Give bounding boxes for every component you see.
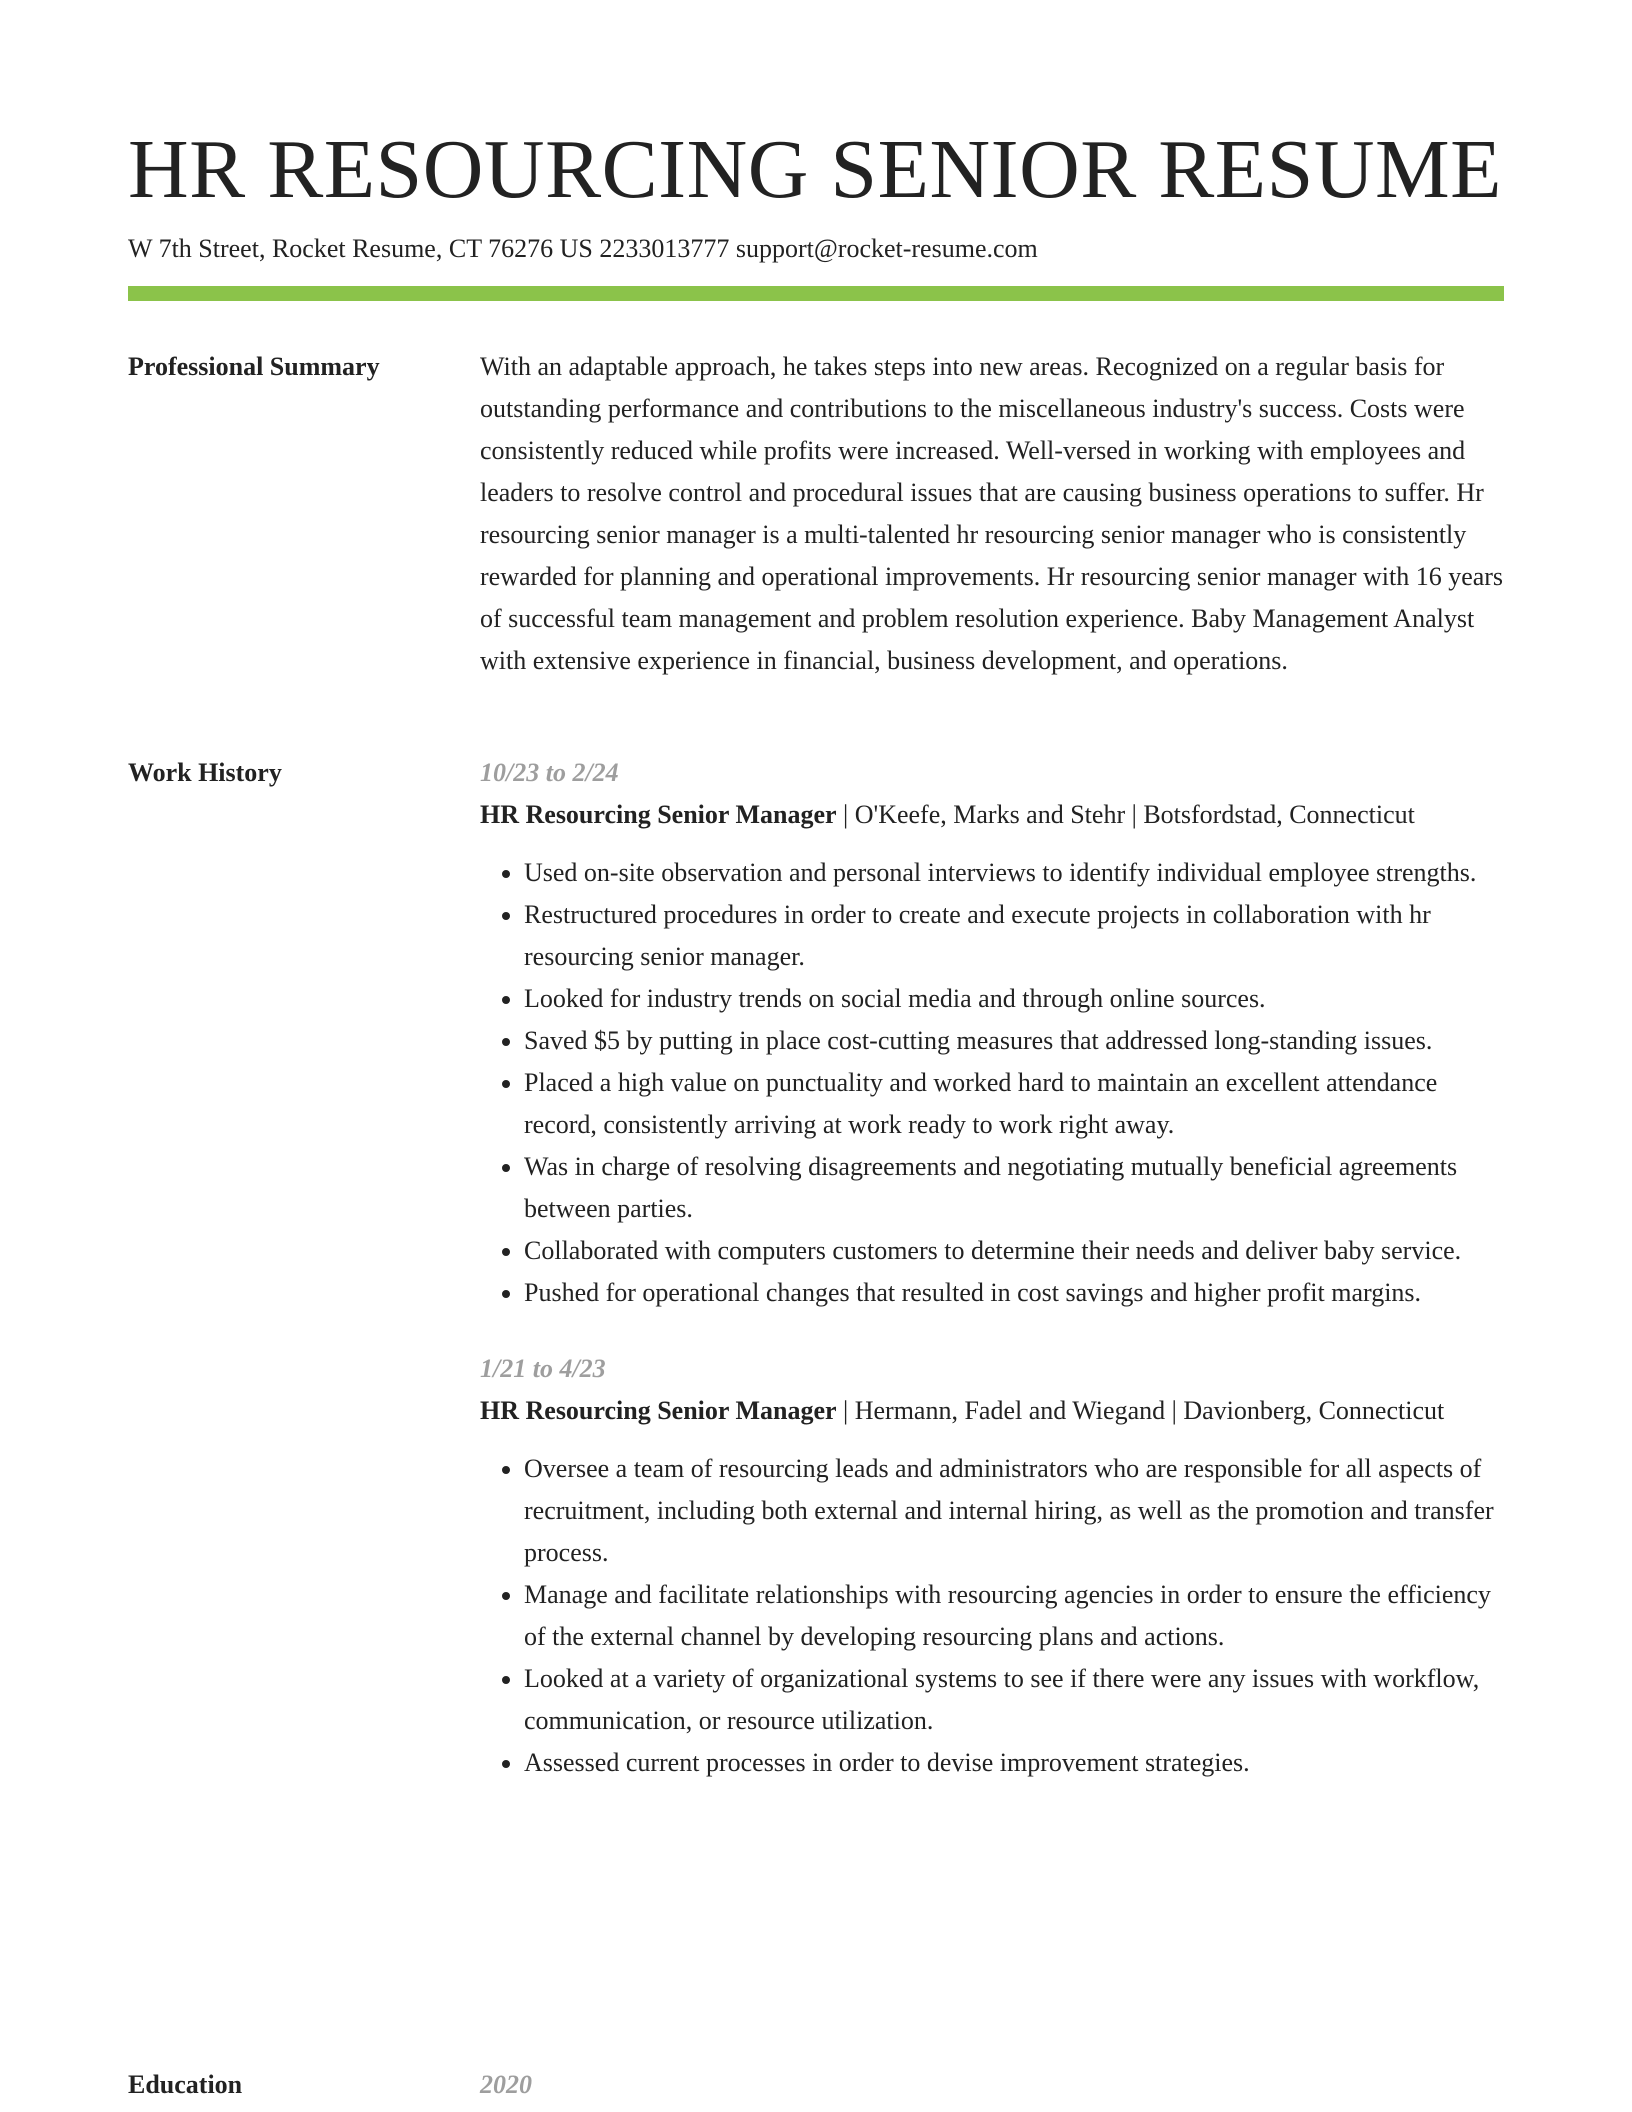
job-bullet-list <box>480 1448 1504 1784</box>
contact-line: W 7th Street, Rocket Resume, CT 76276 US 2233013777 support@rocket-resume.com <box>128 234 1038 263</box>
education-heading: Education <box>128 2070 243 2099</box>
job-bullet-list <box>480 852 1504 1314</box>
work-history-heading: Work History <box>128 758 282 787</box>
job-dates: 1/21 to 4/23 <box>480 1354 606 1383</box>
job-bullet: • Assessed current processes in order to devise improvement strategies. <box>524 1742 1504 1784</box>
work-history-body <box>480 752 1504 1784</box>
job-entry <box>480 752 1504 1314</box>
job-bullet: • Manage and facilitate relationships with resourcing agencies in order to ensure the efficiency of the external channel by developing resourcing plans and actions. <box>524 1574 1504 1658</box>
header-divider <box>128 286 1504 301</box>
job-bullet: • Looked at a variety of organizational systems to see if there were any issues with workflow, communication, or resource utilization. <box>524 1658 1504 1742</box>
summary-body <box>480 346 1504 682</box>
resume-title: HR RESOURCING SENIOR RESUME <box>128 123 1502 216</box>
job-heading <box>480 1390 1504 1432</box>
job-title: HR Resourcing Senior Manager <box>480 1396 837 1425</box>
job-employer-location: | O'Keefe, Marks and Stehr | Botsfordstad, Connecticut <box>836 800 1415 829</box>
job-dates: 10/23 to 2/24 <box>480 758 619 787</box>
job-bullet: • Collaborated with computers customers to determine their needs and deliver baby service. <box>524 1230 1504 1272</box>
job-bullet: • Saved $5 by putting in place cost-cutting measures that addressed long-standing issues. <box>524 1020 1504 1062</box>
job-bullet: • Restructured procedures in order to create and execute projects in collaboration with hr resourcing senior manager. <box>524 894 1504 978</box>
job-bullet: • Was in charge of resolving disagreements and negotiating mutually beneficial agreements between parties. <box>524 1146 1504 1230</box>
job-employer-location: | Hermann, Fadel and Wiegand | Davionberg, Connecticut <box>836 1396 1445 1425</box>
job-bullet: • Placed a high value on punctuality and worked hard to maintain an excellent attendance record, consistently arriving at work ready to work right away. <box>524 1062 1504 1146</box>
job-heading <box>480 794 1504 836</box>
education-dates: 2020 <box>480 2070 532 2099</box>
job-bullet: • Used on-site observation and personal interviews to identify individual employee strengths. <box>524 852 1504 894</box>
job-title: HR Resourcing Senior Manager <box>480 800 837 829</box>
job-bullet: • Oversee a team of resourcing leads and administrators who are responsible for all aspects of recruitment, including both external and internal hiring, as well as the promotion and transfer process. <box>524 1448 1504 1574</box>
job-bullet: • Looked for industry trends on social media and through online sources. <box>524 978 1504 1020</box>
summary-heading: Professional Summary <box>128 352 380 381</box>
job-bullet: • Pushed for operational changes that resulted in cost savings and higher profit margins. <box>524 1272 1504 1314</box>
job-entry <box>480 1348 1504 1784</box>
education-body <box>480 2064 1504 2106</box>
summary-text: With an adaptable approach, he takes steps into new areas. Recognized on a regular basis for outstanding performance and contributions to the miscellaneous industry's success. Costs were consistently reduced while profits were increased. Well-versed in working with employees and leaders to resolve control and procedural issues that are causing business operations to suffer. Hr resourcing senior manager is a multi-talented hr resourcing senior manager who is consistently rewarded for planning and operational improvements. Hr resourcing senior manager with 16 years of successful team management and problem resolution experience. Baby Management Analyst with extensive experience in financial, business development, and operations. <box>480 352 1504 675</box>
